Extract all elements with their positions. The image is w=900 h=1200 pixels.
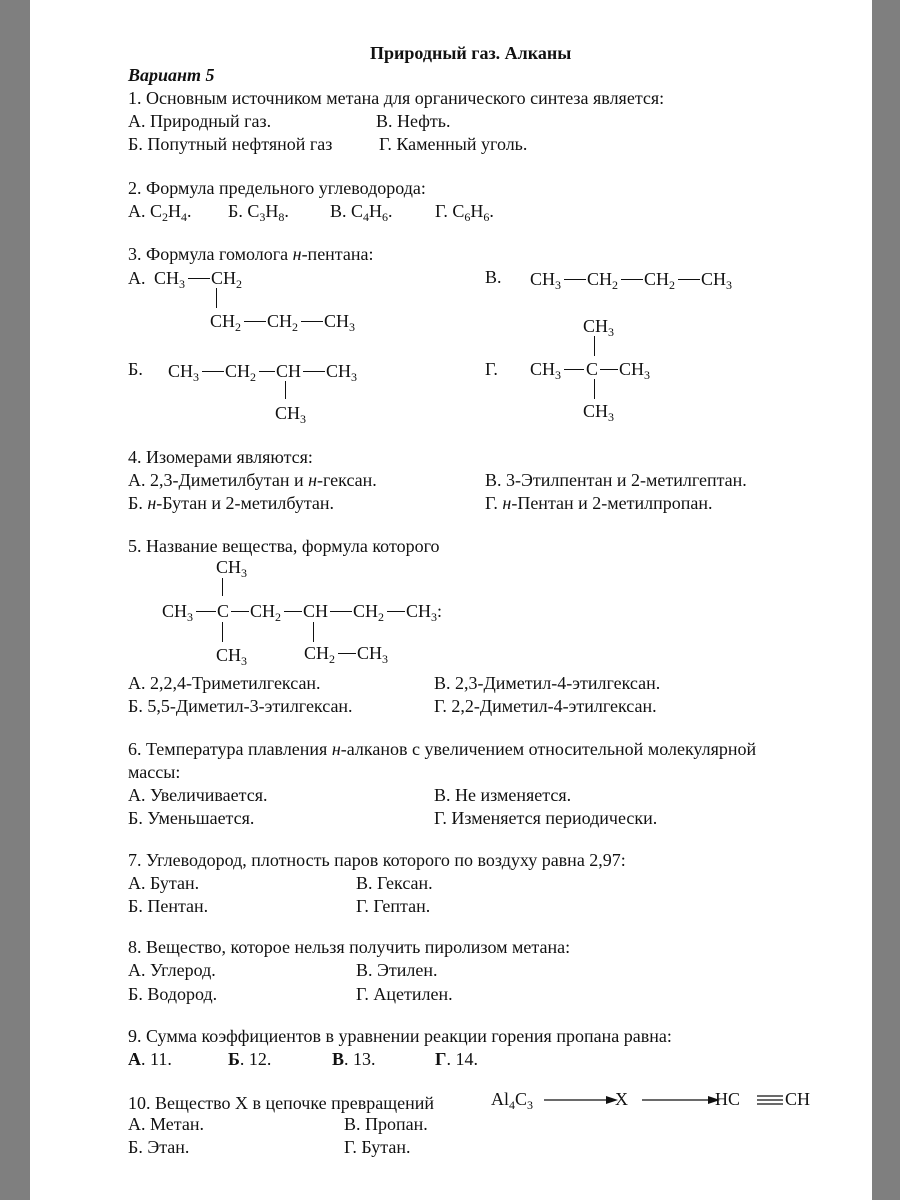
q4-option-v: В. 3-Этилпентан и 2-метилгептан. xyxy=(485,470,747,490)
q5-bond5 xyxy=(387,611,405,612)
question-4-text: 4. Изомерами являются: xyxy=(128,447,313,467)
q10-option-a: А. Метан. xyxy=(128,1114,204,1134)
q5-option-a: А. 2,2,4-Триметилгексан. xyxy=(128,673,321,693)
q5-ch3-ethyl: $CH_3$ xyxy=(357,643,389,666)
question-7-text: 7. Углеводород, плотность паров которого по воздуху равна 2,97: xyxy=(128,850,626,870)
q3b-bond2 xyxy=(259,371,275,372)
q5-option-b: Б. 5,5-Диметил-3-этилгексан. xyxy=(128,696,353,716)
q1-option-a: А. Природный газ. xyxy=(128,111,272,131)
q9-option-a: А. 11. xyxy=(128,1049,172,1069)
q3g-bond-right xyxy=(600,369,618,370)
q3b-ch3-end: $CH_3$ xyxy=(326,361,358,384)
q5-ch: CH xyxy=(303,601,329,621)
q3b-ch3: $CH_3$ xyxy=(168,361,200,384)
page-title: Природный газ. Алканы xyxy=(370,43,572,63)
q5-vbond-top xyxy=(222,578,223,596)
q3a-ch2-b: $CH_2$ xyxy=(210,311,242,334)
q3a-bond3 xyxy=(301,321,323,322)
q3g-ch3-left: $CH_3$ xyxy=(530,359,562,382)
q10-al4c3: $Al_4C_3$ xyxy=(491,1089,534,1112)
q3v-ch2: $CH_2$ xyxy=(587,269,619,292)
arrow-2 xyxy=(642,1096,720,1104)
question-8-text: 8. Вещество, которое нельзя получить пиролизом метана: xyxy=(128,937,571,957)
q10-ch: CH xyxy=(785,1089,811,1109)
q4-option-a: А. 2,3-Диметилбутан и н-гексан. xyxy=(128,470,377,490)
q3g-c: C xyxy=(586,359,599,379)
q5-bond3 xyxy=(284,611,302,612)
q7-option-a: А. Бутан. xyxy=(128,873,200,893)
q7-option-v: В. Гексан. xyxy=(356,873,433,893)
q2-option-g: Г. $C_6H_6$. xyxy=(435,201,494,224)
q6-option-v: В. Не изменяется. xyxy=(434,785,572,805)
question-6-text-cont: массы: xyxy=(128,762,181,782)
q5-ch3-bottom: $CH_3$ xyxy=(216,645,248,668)
q3v-bond2 xyxy=(621,279,643,280)
q3g-ch3-top: $CH_3$ xyxy=(583,316,615,339)
q10-reaction-arrows xyxy=(542,1090,812,1110)
q3-label-a: А. xyxy=(128,268,146,288)
q10-option-b: Б. Этан. xyxy=(128,1137,190,1157)
q5-ch2: $CH_2$ xyxy=(250,601,282,624)
q5-vbond-ethyl xyxy=(313,622,314,642)
q5-ch2-ethyl: $CH_2$ xyxy=(304,643,336,666)
q3v-ch3: $CH_3$ xyxy=(530,269,562,292)
q10-option-g: Г. Бутан. xyxy=(344,1137,411,1157)
q3a-ch3-end: $CH_3$ xyxy=(324,311,356,334)
q3v-bond3 xyxy=(678,279,700,280)
q3g-ch3-bottom: $CH_3$ xyxy=(583,401,615,424)
q6-option-g: Г. Изменяется периодически. xyxy=(434,808,658,828)
q3b-ch3-branch: $CH_3$ xyxy=(275,403,307,426)
q1-option-b: Б. Попутный нефтяной газ xyxy=(128,134,333,154)
q5-bond2 xyxy=(231,611,249,612)
q9-option-g: Г. 14. xyxy=(435,1049,478,1069)
q3a-vbond xyxy=(216,288,217,308)
q10-option-v: В. Пропан. xyxy=(344,1114,428,1134)
q3-label-b: Б. xyxy=(128,359,143,379)
q5-bond4 xyxy=(330,611,352,612)
q5-c: C xyxy=(217,601,230,621)
q8-option-v: В. Этилен. xyxy=(356,960,438,980)
q3v-ch3-end: $CH_3$ xyxy=(701,269,733,292)
q5-ch3-left: $CH_3$ xyxy=(162,601,194,624)
question-3-text: 3. Формула гомолога н-пентана: xyxy=(128,244,374,264)
triple-bond xyxy=(757,1096,783,1104)
q3g-vbond-top xyxy=(594,336,595,356)
q6-option-b: Б. Уменьшается. xyxy=(128,808,255,828)
q3-label-v: В. xyxy=(485,267,502,287)
q3g-vbond-bottom xyxy=(594,379,595,399)
q5-ch3-end: $CH_3$: xyxy=(406,601,443,624)
q3b-vbond xyxy=(285,381,286,399)
worksheet-page xyxy=(30,0,872,1200)
q4-option-g: Г. н-Пентан и 2-метилпропан. xyxy=(485,493,713,513)
q3b-ch: CH xyxy=(276,361,302,381)
question-6-text: 6. Температура плавления н-алканов с увеличением относительной молекулярной xyxy=(128,739,757,759)
q3a-bond xyxy=(188,278,210,279)
q8-option-a: А. Углерод. xyxy=(128,960,216,980)
q3b-bond1 xyxy=(202,371,224,372)
q5-option-g: Г. 2,2-Диметил-4-этилгексан. xyxy=(434,696,657,716)
q10-hc: HC xyxy=(715,1089,741,1109)
q8-option-b: Б. Водород. xyxy=(128,984,218,1004)
q9-option-v: В. 13. xyxy=(332,1049,376,1069)
q3b-bond3 xyxy=(303,371,325,372)
q5-option-v: В. 2,3-Диметил-4-этилгексан. xyxy=(434,673,661,693)
q5-vbond-bottom xyxy=(222,622,223,642)
q7-option-g: Г. Гептан. xyxy=(356,896,431,916)
question-5-text: 5. Название вещества, формула которого xyxy=(128,536,440,556)
q3a-ch2: $CH_2$ xyxy=(211,268,243,291)
q5-bond-ethyl xyxy=(338,653,356,654)
q3v-bond1 xyxy=(564,279,586,280)
q3-label-g: Г. xyxy=(485,359,498,379)
q5-ch3-top: $CH_3$ xyxy=(216,557,248,580)
arrow-1 xyxy=(544,1096,618,1104)
q3a-ch2-c: $CH_2$ xyxy=(267,311,299,334)
q1-option-v: В. Нефть. xyxy=(376,111,451,131)
q5-ch2-b: $CH_2$ xyxy=(353,601,385,624)
q1-option-g: Г. Каменный уголь. xyxy=(379,134,528,154)
question-2-text: 2. Формула предельного углеводорода: xyxy=(128,178,426,198)
q8-option-g: Г. Ацетилен. xyxy=(356,984,453,1004)
question-9-text: 9. Сумма коэффициентов в уравнении реакции горения пропана равна: xyxy=(128,1026,672,1046)
q3g-bond-left xyxy=(564,369,584,370)
q10-x: X xyxy=(615,1089,628,1109)
q3a-bond2 xyxy=(244,321,266,322)
q5-bond1 xyxy=(196,611,216,612)
q3a-ch3: $CH_3$ xyxy=(154,268,186,291)
q2-option-b: Б. $C_3H_8$. xyxy=(228,201,289,224)
variant-label: Вариант 5 xyxy=(128,65,215,85)
question-1-text: 1. Основным источником метана для органического синтеза является: xyxy=(128,88,665,108)
q7-option-b: Б. Пентан. xyxy=(128,896,209,916)
q3b-ch2: $CH_2$ xyxy=(225,361,257,384)
q6-option-a: А. Увеличивается. xyxy=(128,785,268,805)
q9-option-b: Б. 12. xyxy=(228,1049,272,1069)
q4-option-b: Б. н-Бутан и 2-метилбутан. xyxy=(128,493,335,513)
q3v-ch2-b: $CH_2$ xyxy=(644,269,676,292)
q2-option-a: А. $C_2H_4$. xyxy=(128,201,192,224)
q3g-ch3-right: $CH_3$ xyxy=(619,359,651,382)
question-10-text: 10. Вещество X в цепочке превращений xyxy=(128,1093,435,1113)
q2-option-v: В. $C_4H_6$. xyxy=(330,201,393,224)
